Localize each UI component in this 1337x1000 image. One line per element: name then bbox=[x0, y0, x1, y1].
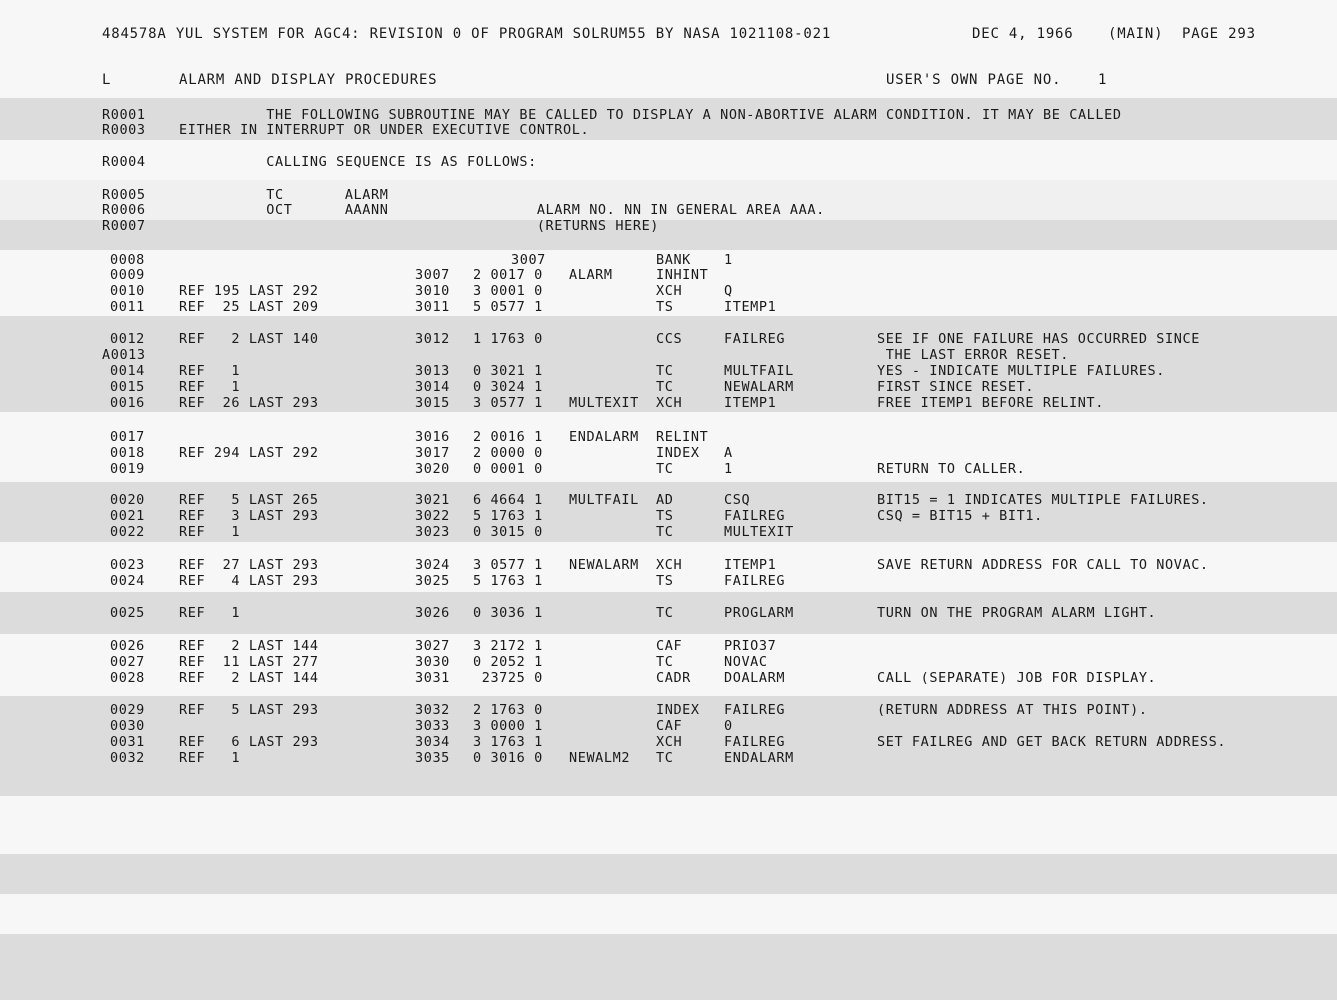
operand: Q bbox=[724, 283, 733, 299]
comment: SEE IF ONE FAILURE HAS OCCURRED SINCE bbox=[877, 331, 1200, 347]
reference: REF 11 LAST 277 bbox=[179, 654, 319, 670]
octal-word: 0 3021 1 bbox=[473, 363, 543, 379]
opcode: TC bbox=[656, 750, 674, 766]
address: 3010 bbox=[415, 283, 450, 299]
remark-text: OCT AAANN ALARM NO. NN IN GENERAL AREA AAA. bbox=[179, 202, 825, 218]
listing-row bbox=[0, 557, 1337, 573]
listing-row bbox=[0, 445, 1337, 461]
operand: FAILREG bbox=[724, 508, 786, 524]
opcode: RELINT bbox=[656, 429, 709, 445]
address: 3013 bbox=[415, 363, 450, 379]
octal-word: 2 0016 1 bbox=[473, 429, 543, 445]
reference: REF 5 LAST 265 bbox=[179, 492, 319, 508]
octal-word: 5 1763 1 bbox=[473, 508, 543, 524]
address: 3015 bbox=[415, 395, 450, 411]
listing-row bbox=[0, 363, 1337, 379]
operand: MULTFAIL bbox=[724, 363, 794, 379]
address: 3034 bbox=[415, 734, 450, 750]
remark-line bbox=[0, 122, 1337, 138]
octal-word: 0 0001 0 bbox=[473, 461, 543, 477]
listing-row bbox=[0, 670, 1337, 686]
label: MULTEXIT bbox=[569, 395, 639, 411]
operand: DOALARM bbox=[724, 670, 786, 686]
operand: FAILREG bbox=[724, 734, 786, 750]
line-number: 0020 bbox=[110, 492, 145, 508]
opcode: CAF bbox=[656, 718, 683, 734]
opcode: XCH bbox=[656, 395, 683, 411]
remark-text: THE FOLLOWING SUBROUTINE MAY BE CALLED TO DISPLAY A NON-ABORTIVE ALARM CONDITION. IT MAY BE CALLED bbox=[179, 107, 1122, 123]
listing-row bbox=[0, 524, 1337, 540]
line-number: 0032 bbox=[110, 750, 145, 766]
address: 3014 bbox=[415, 379, 450, 395]
opcode: TC bbox=[656, 524, 674, 540]
operand: PRIO37 bbox=[724, 638, 777, 654]
address: 3017 bbox=[415, 445, 450, 461]
operand: FAILREG bbox=[724, 331, 786, 347]
opcode: INHINT bbox=[656, 267, 709, 283]
opcode: CADR bbox=[656, 670, 691, 686]
operand: FAILREG bbox=[724, 573, 786, 589]
paper-band bbox=[0, 934, 1337, 1000]
comment: FREE ITEMP1 BEFORE RELINT. bbox=[877, 395, 1104, 411]
comment: YES - INDICATE MULTIPLE FAILURES. bbox=[877, 363, 1166, 379]
opcode: BANK bbox=[656, 252, 691, 268]
operand: 1 bbox=[724, 252, 733, 268]
label: ALARM bbox=[569, 267, 613, 283]
address: 3021 bbox=[415, 492, 450, 508]
reference: REF 294 LAST 292 bbox=[179, 445, 319, 461]
address: 3007 bbox=[415, 267, 450, 283]
octal-word: 6 4664 1 bbox=[473, 492, 543, 508]
listing-row bbox=[0, 638, 1337, 654]
octal-word: 0 3024 1 bbox=[473, 379, 543, 395]
remark-number: R0007 bbox=[102, 218, 146, 234]
listing-row bbox=[0, 461, 1337, 477]
opcode: TC bbox=[656, 363, 674, 379]
opcode: CCS bbox=[656, 331, 683, 347]
line-number: 0029 bbox=[110, 702, 145, 718]
listing-row bbox=[0, 283, 1337, 299]
address: 3022 bbox=[415, 508, 450, 524]
listing-row bbox=[0, 718, 1337, 734]
reference: REF 2 LAST 140 bbox=[179, 331, 319, 347]
opcode: TC bbox=[656, 379, 674, 395]
address: 3033 bbox=[415, 718, 450, 734]
octal-word: 0 3015 0 bbox=[473, 524, 543, 540]
paper-band bbox=[0, 796, 1337, 854]
page-header bbox=[0, 26, 1337, 42]
reference: REF 195 LAST 292 bbox=[179, 283, 319, 299]
reference: REF 2 LAST 144 bbox=[179, 670, 319, 686]
comment: FIRST SINCE RESET. bbox=[877, 379, 1035, 395]
listing-row bbox=[0, 734, 1337, 750]
line-number: 0021 bbox=[110, 508, 145, 524]
address: 3011 bbox=[415, 299, 450, 315]
operand: CSQ bbox=[724, 492, 751, 508]
reference: REF 4 LAST 293 bbox=[179, 573, 319, 589]
operand: MULTEXIT bbox=[724, 524, 794, 540]
remark-number: R0001 bbox=[102, 107, 146, 123]
reference: REF 1 bbox=[179, 605, 241, 621]
remark-number: R0006 bbox=[102, 202, 146, 218]
address: 3032 bbox=[415, 702, 450, 718]
comment: CALL (SEPARATE) JOB FOR DISPLAY. bbox=[877, 670, 1157, 686]
operand: ITEMP1 bbox=[724, 557, 777, 573]
address: 3026 bbox=[415, 605, 450, 621]
users-page-number: 1 bbox=[1098, 72, 1108, 88]
opcode: AD bbox=[656, 492, 674, 508]
operand: ENDALARM bbox=[724, 750, 794, 766]
remark-line bbox=[0, 154, 1337, 170]
address: 3020 bbox=[415, 461, 450, 477]
remark-text: (RETURNS HERE) bbox=[179, 218, 660, 234]
octal-word: 0 3016 0 bbox=[473, 750, 543, 766]
listing-row bbox=[0, 605, 1337, 621]
octal-word: 3 0000 1 bbox=[473, 718, 543, 734]
address: 3024 bbox=[415, 557, 450, 573]
reference: REF 3 LAST 293 bbox=[179, 508, 319, 524]
octal-word: 0 3036 1 bbox=[473, 605, 543, 621]
remark-line bbox=[0, 202, 1337, 218]
opcode: TS bbox=[656, 508, 674, 524]
comment: SAVE RETURN ADDRESS FOR CALL TO NOVAC. bbox=[877, 557, 1209, 573]
listing-row bbox=[0, 654, 1337, 670]
comment: (RETURN ADDRESS AT THIS POINT). bbox=[877, 702, 1148, 718]
line-number: 0016 bbox=[110, 395, 145, 411]
octal-word: 5 1763 1 bbox=[473, 573, 543, 589]
listing-row bbox=[0, 379, 1337, 395]
listing-section: (MAIN) bbox=[1108, 26, 1164, 42]
line-number: 0023 bbox=[110, 557, 145, 573]
opcode: TS bbox=[656, 299, 674, 315]
octal-word: 5 0577 1 bbox=[473, 299, 543, 315]
listing-row bbox=[0, 347, 1337, 363]
comment: RETURN TO CALLER. bbox=[877, 461, 1026, 477]
octal-word: 2 1763 0 bbox=[473, 702, 543, 718]
listing-row bbox=[0, 252, 1337, 268]
line-number: 0022 bbox=[110, 524, 145, 540]
operand: NOVAC bbox=[724, 654, 768, 670]
octal-word: 3 0001 0 bbox=[473, 283, 543, 299]
octal-word: 0 2052 1 bbox=[473, 654, 543, 670]
address: 3012 bbox=[415, 331, 450, 347]
operand: PROGLARM bbox=[724, 605, 794, 621]
listing-row bbox=[0, 702, 1337, 718]
address: 3030 bbox=[415, 654, 450, 670]
listing-row bbox=[0, 492, 1337, 508]
line-number: A0013 bbox=[102, 347, 146, 363]
address: 3027 bbox=[415, 638, 450, 654]
remark-number: R0003 bbox=[102, 122, 146, 138]
section-header bbox=[0, 72, 1337, 88]
remark-text: EITHER IN INTERRUPT OR UNDER EXECUTIVE CONTROL. bbox=[179, 122, 590, 138]
section-title: ALARM AND DISPLAY PROCEDURES bbox=[179, 72, 438, 88]
operand: 1 bbox=[724, 461, 733, 477]
listing-row bbox=[0, 395, 1337, 411]
page-number: PAGE 293 bbox=[1182, 26, 1256, 42]
listing-row bbox=[0, 267, 1337, 283]
listing-row bbox=[0, 573, 1337, 589]
line-number: 0028 bbox=[110, 670, 145, 686]
line-number: 0011 bbox=[110, 299, 145, 315]
line-number: 0015 bbox=[110, 379, 145, 395]
opcode: TC bbox=[656, 461, 674, 477]
octal-word: 3 0577 1 bbox=[473, 557, 543, 573]
reference: REF 2 LAST 144 bbox=[179, 638, 319, 654]
reference: REF 6 LAST 293 bbox=[179, 734, 319, 750]
listing-row bbox=[0, 429, 1337, 445]
octal-word: 3 0577 1 bbox=[473, 395, 543, 411]
operand: 0 bbox=[724, 718, 733, 734]
octal-word: 3 1763 1 bbox=[473, 734, 543, 750]
listing-row bbox=[0, 750, 1337, 766]
remark-line bbox=[0, 218, 1337, 234]
line-number: 0014 bbox=[110, 363, 145, 379]
paper-band bbox=[0, 894, 1337, 934]
comment: SET FAILREG AND GET BACK RETURN ADDRESS. bbox=[877, 734, 1227, 750]
comment: BIT15 = 1 INDICATES MULTIPLE FAILURES. bbox=[877, 492, 1209, 508]
line-number: 0025 bbox=[110, 605, 145, 621]
listing-row bbox=[0, 508, 1337, 524]
label: ENDALARM bbox=[569, 429, 639, 445]
label: MULTFAIL bbox=[569, 492, 639, 508]
address: 3031 bbox=[415, 670, 450, 686]
operand: NEWALARM bbox=[724, 379, 794, 395]
opcode: XCH bbox=[656, 283, 683, 299]
address: 3023 bbox=[415, 524, 450, 540]
line-number: 0018 bbox=[110, 445, 145, 461]
line-number: 0012 bbox=[110, 331, 145, 347]
octal-word: 3 2172 1 bbox=[473, 638, 543, 654]
address: 3016 bbox=[415, 429, 450, 445]
opcode: XCH bbox=[656, 734, 683, 750]
log-mark: L bbox=[102, 72, 112, 88]
line-number: 0026 bbox=[110, 638, 145, 654]
label: NEWALM2 bbox=[569, 750, 631, 766]
opcode: INDEX bbox=[656, 445, 700, 461]
opcode: CAF bbox=[656, 638, 683, 654]
opcode: TC bbox=[656, 605, 674, 621]
remark-text: CALLING SEQUENCE IS AS FOLLOWS: bbox=[179, 154, 537, 170]
line-number: 0024 bbox=[110, 573, 145, 589]
listing-title: 484578A YUL SYSTEM FOR AGC4: REVISION 0 OF PROGRAM SOLRUM55 BY NASA 1021108-021 bbox=[102, 26, 832, 42]
reference: REF 5 LAST 293 bbox=[179, 702, 319, 718]
operand: ITEMP1 bbox=[724, 299, 777, 315]
line-number: 0008 bbox=[110, 252, 145, 268]
comment: CSQ = BIT15 + BIT1. bbox=[877, 508, 1043, 524]
users-page-label: USER'S OWN PAGE NO. bbox=[886, 72, 1062, 88]
opcode: XCH bbox=[656, 557, 683, 573]
comment: THE LAST ERROR RESET. bbox=[877, 347, 1070, 363]
line-number: 0010 bbox=[110, 283, 145, 299]
listing-row bbox=[0, 299, 1337, 315]
reference: REF 25 LAST 209 bbox=[179, 299, 319, 315]
reference: REF 27 LAST 293 bbox=[179, 557, 319, 573]
line-number: 0017 bbox=[110, 429, 145, 445]
remark-number: R0005 bbox=[102, 187, 146, 203]
address: 3025 bbox=[415, 573, 450, 589]
line-number: 0031 bbox=[110, 734, 145, 750]
octal-word: 2 0000 0 bbox=[473, 445, 543, 461]
address: 3035 bbox=[415, 750, 450, 766]
reference: REF 1 bbox=[179, 379, 241, 395]
line-number: 0027 bbox=[110, 654, 145, 670]
opcode: INDEX bbox=[656, 702, 700, 718]
octal-word: 23725 0 bbox=[473, 670, 543, 686]
operand: ITEMP1 bbox=[724, 395, 777, 411]
reference: REF 1 bbox=[179, 363, 241, 379]
octal-word: 2 0017 0 bbox=[473, 267, 543, 283]
opcode: TS bbox=[656, 573, 674, 589]
label: NEWALARM bbox=[569, 557, 639, 573]
reference: REF 1 bbox=[179, 750, 241, 766]
opcode: TC bbox=[656, 654, 674, 670]
reference: REF 1 bbox=[179, 524, 241, 540]
listing-row bbox=[0, 331, 1337, 347]
remark-number: R0004 bbox=[102, 154, 146, 170]
operand: A bbox=[724, 445, 733, 461]
line-number: 0019 bbox=[110, 461, 145, 477]
remark-text: TC ALARM bbox=[179, 187, 389, 203]
reference: REF 26 LAST 293 bbox=[179, 395, 319, 411]
line-number: 0009 bbox=[110, 267, 145, 283]
remark-line bbox=[0, 107, 1337, 123]
comment: TURN ON THE PROGRAM ALARM LIGHT. bbox=[877, 605, 1157, 621]
operand: FAILREG bbox=[724, 702, 786, 718]
line-number: 0030 bbox=[110, 718, 145, 734]
octal-word: 3007 bbox=[511, 252, 546, 268]
remark-line bbox=[0, 187, 1337, 203]
listing-date: DEC 4, 1966 bbox=[972, 26, 1074, 42]
paper-band bbox=[0, 854, 1337, 894]
octal-word: 1 1763 0 bbox=[473, 331, 543, 347]
